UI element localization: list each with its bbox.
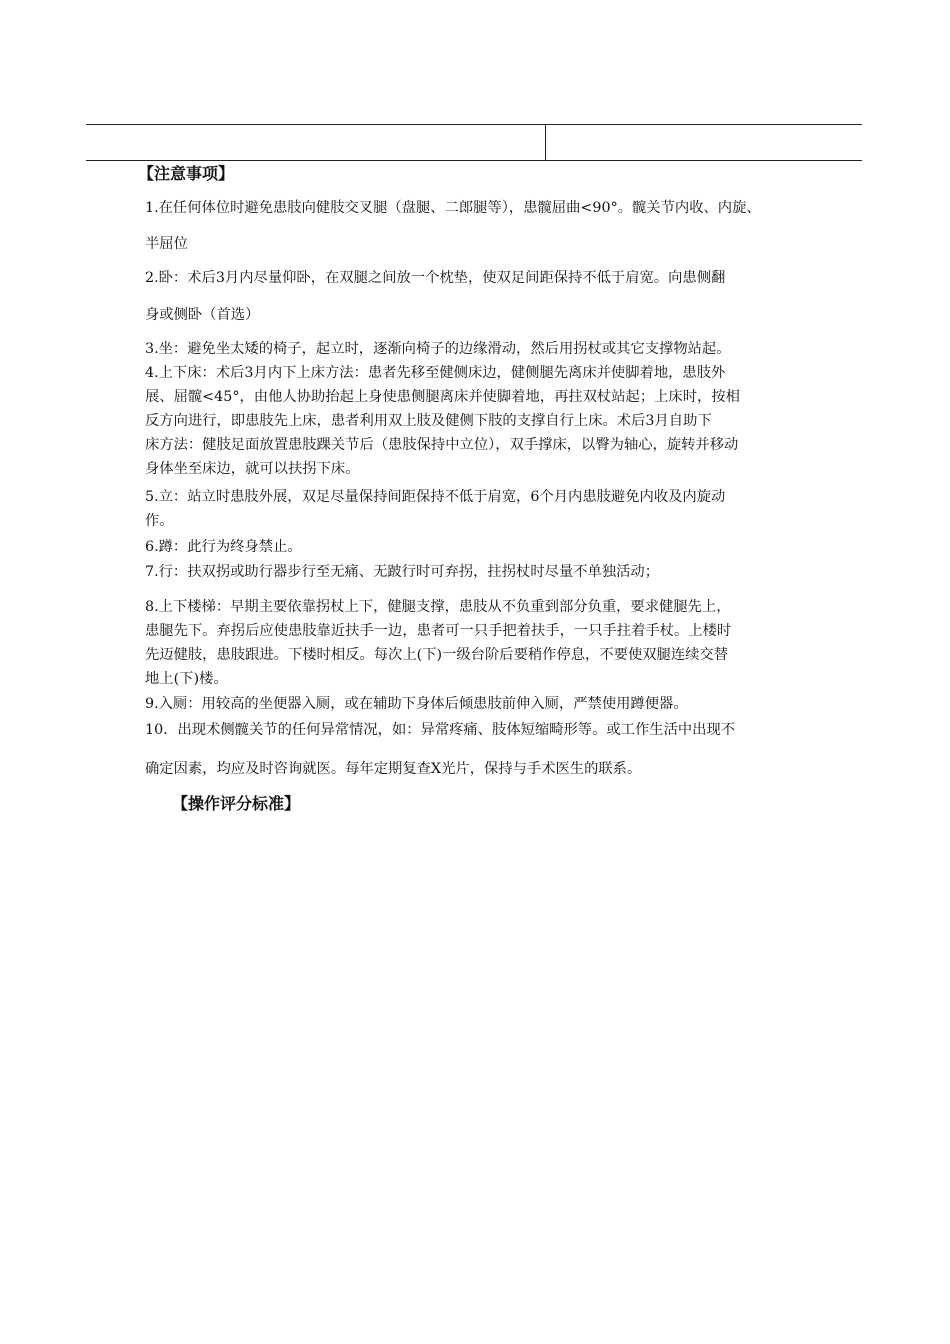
- table-column-divider: [545, 125, 546, 160]
- notes-heading: 【注意事项】: [138, 164, 235, 183]
- notes-line: 反方向进行，即患肢先上床，患者利用双上肢及健侧下肢的支撑自行上床。术后3月自助下: [145, 413, 712, 429]
- notes-line: 床方法：健肢足面放置患肢踝关节后（患肢保持中立位），双手撑床，以臀为轴心，旋转并移动: [145, 437, 739, 453]
- table-fragment: [86, 124, 862, 161]
- notes-line: 患腿先下。弃拐后应使患肢靠近扶手一边，患者可一只手把着扶手，一只手拄着手杖。上楼时: [145, 623, 732, 639]
- notes-line: 2.卧：术后3月内尽量仰卧，在双腿之间放一个枕垫，使双足间距保持不低于肩宽。向患侧翻: [145, 270, 726, 286]
- notes-line: 6.蹲：此行为终身禁止。: [145, 539, 302, 555]
- notes-line: 5.立：站立时患肢外展，双足尽量保持间距保持不低于肩宽，6个月内患肢避免内收及内旋动: [145, 489, 726, 505]
- notes-line: 4.上下床：术后3月内下上床方法：患者先移至健侧床边，健侧腿先离床并使脚着地，患肢外: [145, 365, 726, 381]
- notes-line: 先迈健肢，患肢跟进。下楼时相反。每次上(下)一级台阶后要稍作停息，不要使双腿连续交替: [145, 647, 729, 663]
- notes-line: 8.上下楼梯：早期主要依靠拐杖上下，健腿支撑，患肢从不负重到部分负重，要求健腿先上，: [145, 599, 731, 615]
- notes-line: 地上(下)楼。: [145, 671, 228, 687]
- notes-line: 身或侧卧（首选）: [145, 307, 260, 323]
- notes-line: 确定因素，均应及时咨询就医。每年定期复查X光片，保持与手术医生的联系。: [145, 761, 642, 777]
- notes-line: 9.入厕：用较高的坐便器入厕，或在辅助下身体后倾患肢前伸入厕，严禁使用蹲便器。: [145, 696, 688, 712]
- notes-line: 展、屈髋<45°，由他人协助抬起上身使患侧腿离床并使脚着地，再拄双杖站起；上床时，按相: [145, 389, 740, 405]
- notes-line: 7.行：扶双拐或助行器步行至无痛、无跛行时可弃拐，拄拐杖时尽量不单独活动；: [145, 564, 660, 580]
- notes-line: 1.在任何体位时避免患肢向健肢交叉腿（盘腿、二郎腿等），患髋屈曲<90°。髋关节内收、内旋、: [145, 200, 761, 216]
- notes-line: 作。: [145, 513, 174, 529]
- scoring-heading: 【操作评分标准】: [172, 794, 301, 813]
- notes-line: 10．出现术侧髋关节的任何异常情况，如：异常疼痛、肢体短缩畸形等。或工作生活中出现不: [145, 722, 736, 738]
- notes-line: 3.坐：避免坐太矮的椅子，起立时，逐渐向椅子的边缘滑动，然后用拐杖或其它支撑物站起。: [145, 341, 731, 357]
- notes-line: 半屈位: [145, 236, 188, 252]
- notes-line: 身体坐至床边，就可以扶拐下床。: [145, 461, 360, 477]
